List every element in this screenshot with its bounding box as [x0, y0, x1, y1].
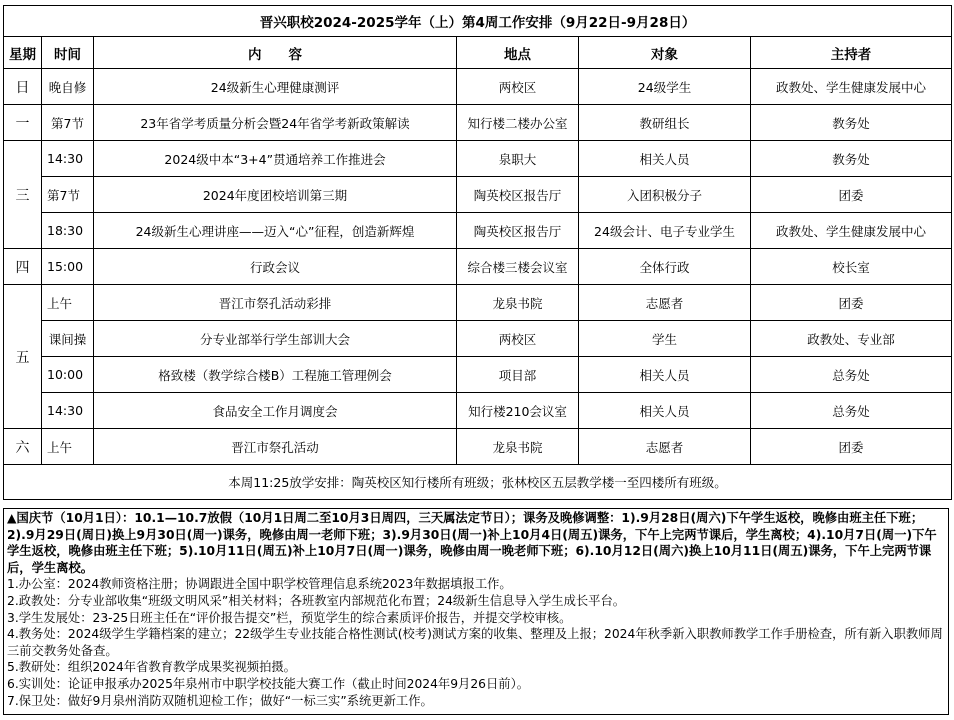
- notice-box: [3, 508, 949, 715]
- time-cell: 上午: [42, 285, 94, 321]
- time-cell: 课间操: [42, 321, 94, 357]
- day-cell: 一: [4, 105, 42, 141]
- table-row: [4, 357, 952, 393]
- host-cell: 政教处、学生健康发展中心: [751, 213, 952, 249]
- place-cell: 知行楼210会议室: [457, 393, 579, 429]
- host-cell: 政教处、学生健康发展中心: [751, 69, 952, 105]
- header-row: [4, 37, 952, 69]
- notice-item-security: 7.保卫处：做好9月泉州消防双随机迎检工作；做好“一标三实”系统更新工作。: [7, 693, 433, 708]
- host-cell: 教务处: [751, 141, 952, 177]
- content-cell: 23年省学考质量分析会暨24年省学考新政策解读: [94, 105, 457, 141]
- place-cell: 两校区: [457, 321, 579, 357]
- header-place: 地点: [457, 37, 579, 69]
- header-host: 主持者: [751, 37, 952, 69]
- host-cell: 总务处: [751, 357, 952, 393]
- content-cell: 2024年度团校培训第三期: [94, 177, 457, 213]
- table-row: [4, 213, 952, 249]
- notice-item-academic: 4.教务处：2024级学生学籍档案的建立；22级学生专业技能合格性测试(校考)测试方案的收集、整理及上报；2024年秋季新入职教师教学工作手册检查，所有新入职教师周三前交教务处备查。: [7, 627, 943, 658]
- place-cell: 龙泉书院: [457, 429, 579, 465]
- day-cell: 六: [4, 429, 42, 465]
- place-cell: 两校区: [457, 69, 579, 105]
- host-cell: 团委: [751, 285, 952, 321]
- place-cell: 龙泉书院: [457, 285, 579, 321]
- host-cell: 政教处、专业部: [751, 321, 952, 357]
- header-day: 星期: [4, 37, 42, 69]
- page-title: 晋兴职校2024-2025学年（上）第4周工作安排（9月22日-9月28日）: [4, 6, 952, 37]
- day-cell: 三: [4, 141, 42, 249]
- table-row: [4, 249, 952, 285]
- place-cell: 综合楼三楼会议室: [457, 249, 579, 285]
- notice-item-politics: 2.政教处：分专业部收集“班级文明风采”相关材料；各班教室内部规范化布置；24级新生信息导入学生成长平台。: [7, 593, 626, 608]
- notice-item-student-dev: 3.学生发展处：23-25日班主任在“评价报告提交”栏，预览学生的综合素质评价报告，并提交学校审核。: [7, 610, 572, 625]
- table-row: [4, 177, 952, 213]
- target-cell: 志愿者: [579, 429, 751, 465]
- content-cell: 食品安全工作月调度会: [94, 393, 457, 429]
- time-cell: 第7节: [42, 177, 94, 213]
- time-cell: 14:30: [42, 393, 94, 429]
- table-row: [4, 69, 952, 105]
- notice-item-training: 6.实训处：论证申报承办2025年泉州市中职学校技能大赛工作（截止时间2024年9月26日前）。: [7, 676, 530, 691]
- table-row: [4, 393, 952, 429]
- day-cell: 四: [4, 249, 42, 285]
- content-cell: 2024级中本“3+4”贯通培养工作推进会: [94, 141, 457, 177]
- schedule-table: [3, 5, 952, 500]
- time-cell: 15:00: [42, 249, 94, 285]
- notice-item-research: 5.教研处：组织2024年省教育教学成果奖视频拍摄。: [7, 660, 296, 675]
- host-cell: 团委: [751, 177, 952, 213]
- table-row: [4, 105, 952, 141]
- host-cell: 校长室: [751, 249, 952, 285]
- header-target: 对象: [579, 37, 751, 69]
- day-cell: 五: [4, 285, 42, 429]
- table-row: [4, 321, 952, 357]
- content-cell: 24级新生心理讲座——迈入“心”征程，创造新辉煌: [94, 213, 457, 249]
- notice-item-office: 1.办公室：2024教师资格注册；协调跟进全国中职学校管理信息系统2023年数据填报工作。: [7, 577, 512, 592]
- place-cell: 泉职大: [457, 141, 579, 177]
- time-cell: 第7节: [42, 105, 94, 141]
- target-cell: 全体行政: [579, 249, 751, 285]
- target-cell: 相关人员: [579, 141, 751, 177]
- target-cell: 学生: [579, 321, 751, 357]
- time-cell: 14:30: [42, 141, 94, 177]
- place-cell: 项目部: [457, 357, 579, 393]
- content-cell: 分专业部举行学生部训大会: [94, 321, 457, 357]
- content-cell: 格致楼（教学综合楼B）工程施工管理例会: [94, 357, 457, 393]
- target-cell: 相关人员: [579, 393, 751, 429]
- holiday-notice: ▲国庆节（10月1日）：10.1—10.7放假（10月1日周二至10月3日周四，三天属法定节日）；课务及晚修调整：1).9月28日(周六)下午学生返校，晚修由班主任下班；2).9月29日(周日)换上9月30日(周一)课务，晚修由周一老师下班；3).9月30日(周一)补上10月4日(周五)课务，下午上完两节课后，学生离校；4).10月7日(周一)下午学生返校，晚修由班主任下班；5).10月11日(周五)补上10月7日(周一)课务，晚修由周一晚老师下班；6).10月12日(周六)换上10月11日(周五)课务，下午上完两节课后，学生离校。: [7, 511, 937, 575]
- release-note: 本周11:25放学安排：陶英校区知行楼所有班级；张林校区五层教学楼一至四楼所有班级。: [4, 465, 952, 500]
- content-cell: 24级新生心理健康测评: [94, 69, 457, 105]
- header-time: 时间: [42, 37, 94, 69]
- place-cell: 知行楼二楼办公室: [457, 105, 579, 141]
- host-cell: 总务处: [751, 393, 952, 429]
- content-cell: 晋江市祭孔活动彩排: [94, 285, 457, 321]
- time-cell: 上午: [42, 429, 94, 465]
- target-cell: 相关人员: [579, 357, 751, 393]
- host-cell: 教务处: [751, 105, 952, 141]
- table-row: [4, 141, 952, 177]
- target-cell: 入团积极分子: [579, 177, 751, 213]
- table-row: [4, 429, 952, 465]
- target-cell: 志愿者: [579, 285, 751, 321]
- header-content: 内 容: [94, 37, 457, 69]
- content-cell: 晋江市祭孔活动: [94, 429, 457, 465]
- target-cell: 24级会计、电子专业学生: [579, 213, 751, 249]
- time-cell: 晚自修: [42, 69, 94, 105]
- place-cell: 陶英校区报告厅: [457, 177, 579, 213]
- time-cell: 10:00: [42, 357, 94, 393]
- content-cell: 行政会议: [94, 249, 457, 285]
- host-cell: 团委: [751, 429, 952, 465]
- target-cell: 24级学生: [579, 69, 751, 105]
- place-cell: 陶英校区报告厅: [457, 213, 579, 249]
- table-row: [4, 285, 952, 321]
- time-cell: 18:30: [42, 213, 94, 249]
- target-cell: 教研组长: [579, 105, 751, 141]
- day-cell: 日: [4, 69, 42, 105]
